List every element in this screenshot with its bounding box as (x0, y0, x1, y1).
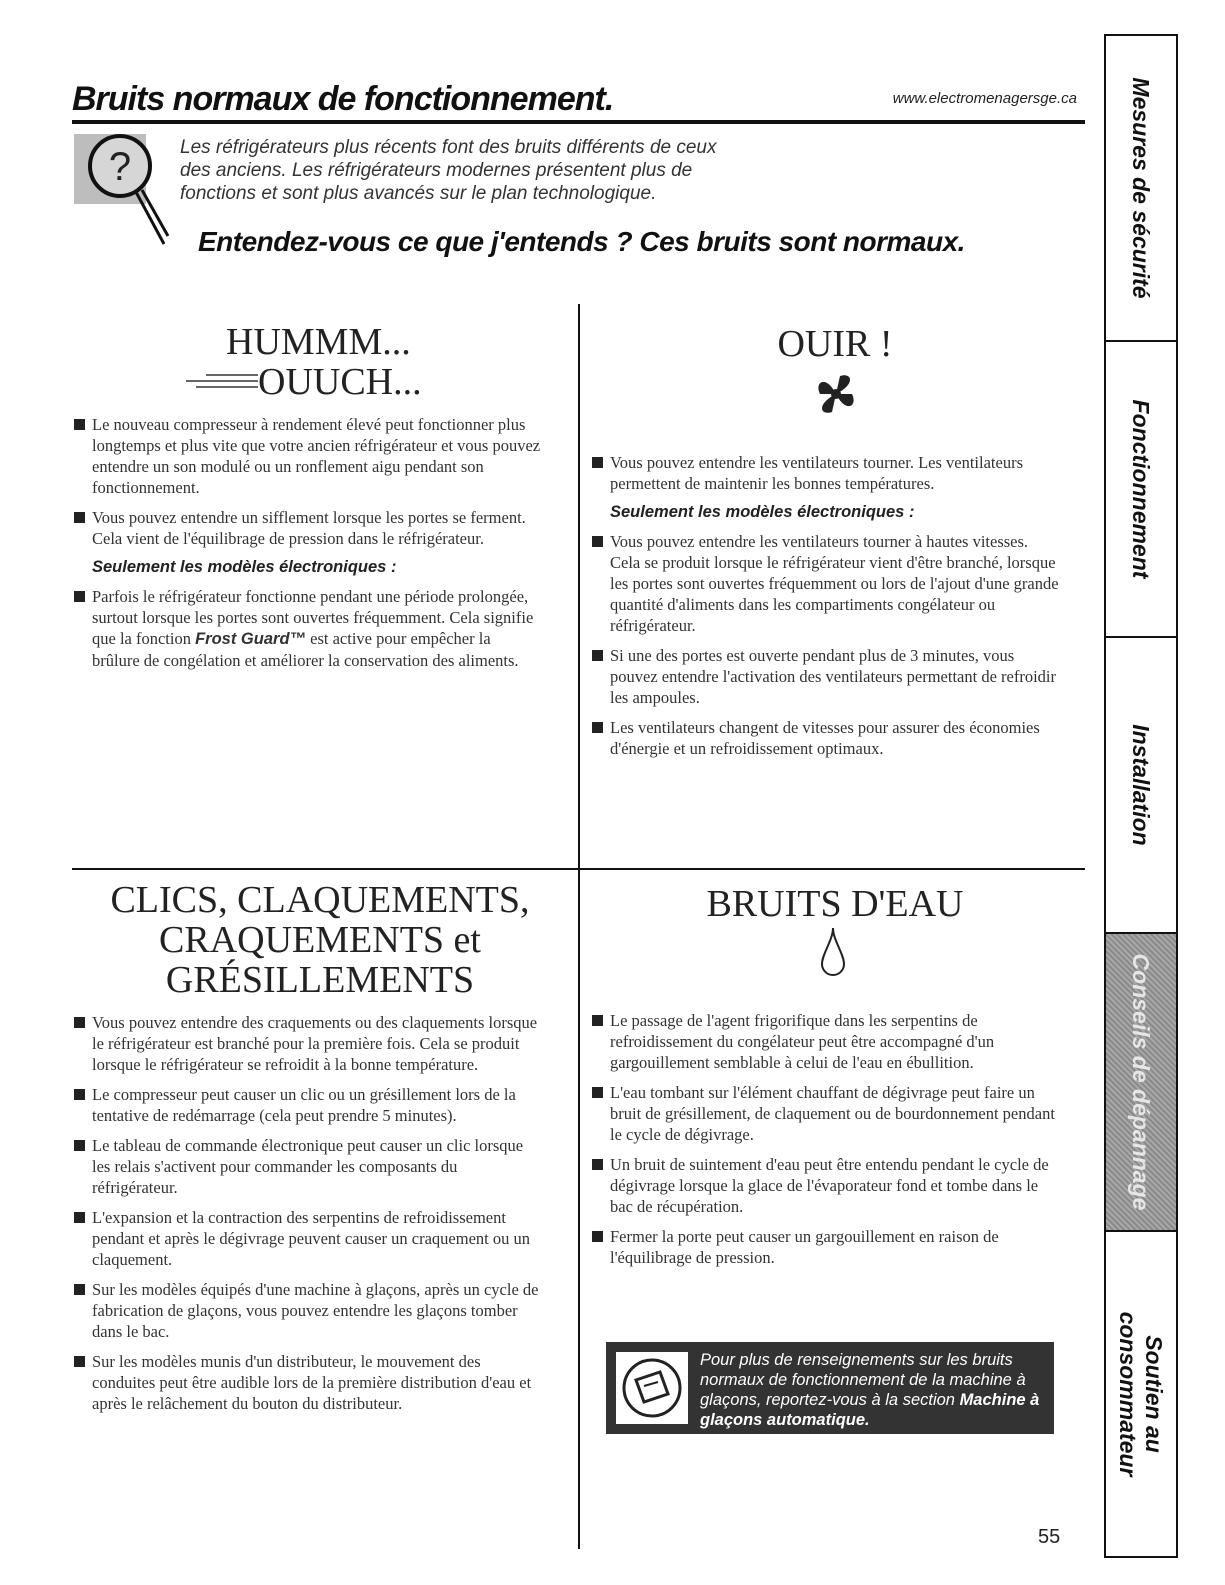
note-link-ice-maker[interactable]: Machine à glaçons automatique. (700, 1391, 1040, 1429)
list-item: Vous pouvez entendre les ventilateurs tourner à hautes vitesses. Cela se produit lorsque le réfrigérateur vient d'être branché, lorsque les portes sont ouvertes fréquemment ou lors de l'ajout d'une grande quantité d'aliments dans les compartiments congélateur ou réfrigérateur. (590, 531, 1060, 636)
clics-heading-line2: CRAQUEMENTS et (159, 919, 481, 961)
list-item: Si une des portes est ouverte pendant plus de 3 minutes, vous pouvez entendre l'activation des ventilateurs permettant de refroidir les ampoules. (590, 645, 1060, 708)
note-text (700, 1350, 1050, 1430)
note-body: Pour plus de renseignements sur les bruits normaux de fonctionnement de la machine à glaçons, reportez-vous à la section (700, 1351, 1026, 1409)
list-item: Le compresseur peut causer un clic ou un grésillement lors de la tentative de redémarrage (cela peut prendre 5 minutes). (72, 1084, 542, 1126)
bullet-text: est active pour empêcher la brûlure de congélation et améliorer la conservation des aliments. (92, 629, 519, 670)
question-magnifier-icon (72, 128, 172, 248)
humm-heading-line1: HUMMM... (226, 321, 411, 363)
tab-label: Soutien au consommateur (1115, 1311, 1167, 1477)
electronic-models-subheading: Seulement les modèles électroniques : (92, 558, 397, 576)
tab-soutien-au-consommateur[interactable] (1106, 1232, 1176, 1556)
list-item: Un bruit de suintement d'eau peut être entendu pendant le cycle de dégivrage lorsque la glace de l'évaporateur fond et tombe dans le bac de récupération. (590, 1154, 1060, 1217)
vibration-lines-icon (186, 372, 258, 392)
ice-maker-icon (614, 1350, 690, 1426)
list-item: Sur les modèles munis d'un distributeur, le mouvement des conduites peut être audible lors de la première distribution d'eau et après le relâchement du bouton du distributeur. (72, 1351, 542, 1414)
list-item: Le tableau de commande électronique peut causer un clic lorsque les relais s'activent pour commander les composants du réfrigérateur. (72, 1135, 542, 1198)
intro-line: Les réfrigérateurs plus récents font des bruits différents de ceux (180, 137, 717, 158)
row-divider (72, 868, 1085, 870)
list-item: Les ventilateurs changent de vitesses pour assurer des économies d'énergie et un refroidissement optimaux. (590, 717, 1060, 759)
list-item (72, 586, 542, 671)
list-item: Vous pouvez entendre un sifflement lorsque les portes se ferment. Cela vient de l'équilibrage de pression dans le réfrigérateur. (72, 507, 542, 549)
tab-label: Installation (1128, 724, 1154, 846)
column-divider (578, 304, 580, 1549)
list-item: Fermer la porte peut causer un gargouillement en raison de l'équilibrage de pression. (590, 1226, 1060, 1268)
humm-heading-line2: OUUCH... (258, 361, 422, 403)
fan-icon (806, 364, 866, 424)
tab-mesures-de-securite[interactable] (1106, 36, 1176, 342)
list-item: L'eau tombant sur l'élément chauffant de dégivrage peut faire un bruit de grésillement, de claquement ou de bourdonnement pendant le cycle de dégivrage. (590, 1082, 1060, 1145)
list-item: Vous pouvez entendre des craquements ou des claquements lorsque le réfrigérateur est branché pour la première fois. Cela se produit lorsque le réfrigérateur se refroidit à la bonne température. (72, 1012, 542, 1075)
website-url[interactable]: www.electromenagersge.ca (892, 90, 1077, 107)
list-item: Vous pouvez entendre les ventilateurs tourner. Les ventilateurs permettent de maintenir les bonnes températures. (590, 452, 1060, 494)
list-item: L'expansion et la contraction des serpentins de refroidissement pendant et après le dégivrage peuvent causer un craquement ou un claquement. (72, 1207, 542, 1270)
section-sidebar (1104, 34, 1178, 1558)
tagline: Entendez-vous ce que j'entends ? Ces bruits sont normaux. (198, 226, 965, 257)
eau-heading: BRUITS D'EAU (706, 883, 964, 925)
ice-maker-note (606, 1342, 1054, 1434)
tab-label: Conseils de dépannage (1128, 953, 1154, 1211)
clics-heading-line1: CLICS, CLAQUEMENTS, (110, 879, 530, 921)
eau-section (590, 1010, 1060, 1277)
svg-text:?: ? (108, 145, 132, 189)
tab-fonctionnement[interactable] (1106, 342, 1176, 638)
frost-guard-brand: Frost Guard™ (195, 630, 307, 648)
tab-label: Fonctionnement (1128, 399, 1154, 579)
clics-heading (80, 880, 560, 1000)
clics-section (72, 1012, 542, 1423)
tab-label: Mesures de sécurité (1128, 77, 1154, 299)
bullet-text: Parfois le réfrigérateur fonctionne pendant une période prolongée, surtout lorsque les portes sont ouvertes fréquemment. Cela signifie que la fonction (92, 587, 534, 648)
page-title: Bruits normaux de fonctionnement. (72, 80, 614, 118)
clics-heading-line3: GRÉSILLEMENTS (165, 959, 475, 1001)
list-item: Le passage de l'agent frigorifique dans les serpentins de refroidissement du congélateur peut être accompagné d'un gargouillement semblable à celui de l'eau en ébullition. (590, 1010, 1060, 1073)
header-rule (72, 120, 1085, 124)
intro-line: des anciens. Les réfrigérateurs modernes présentent plus de (180, 160, 693, 181)
intro-paragraph (180, 136, 750, 205)
humm-heading (186, 322, 446, 404)
list-item: Le nouveau compresseur à rendement élevé peut fonctionner plus longtemps et plus vite que votre ancien réfrigérateur et vous pouvez entendre un son modulé ou un ronflement aigu pendant son fonctionnement. (72, 414, 542, 498)
humm-section (72, 414, 542, 680)
electronic-models-subheading: Seulement les modèles électroniques : (610, 503, 915, 521)
page-number: 55 (1038, 1526, 1061, 1548)
tab-installation[interactable] (1106, 638, 1176, 934)
ouir-heading: OUIR ! (777, 323, 893, 365)
list-item: Sur les modèles équipés d'une machine à glaçons, après un cycle de fabrication de glaçons, vous pouvez entendre les glaçons tomber dans le bac. (72, 1279, 542, 1342)
water-drop-icon (818, 926, 848, 980)
ouir-section (590, 452, 1060, 768)
intro-line: fonctions et sont plus avancés sur le plan technologique. (180, 183, 657, 204)
tab-conseils-de-depannage[interactable] (1106, 934, 1176, 1232)
